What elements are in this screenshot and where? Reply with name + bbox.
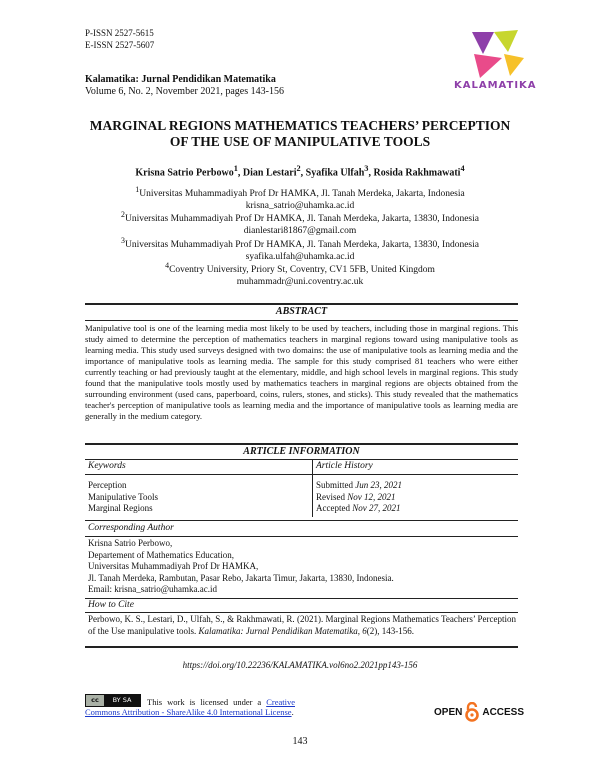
e-issn: E-ISSN 2527-5607	[85, 40, 155, 50]
logo-graphic-icon	[454, 28, 536, 80]
cc-by-sa-badge[interactable]	[85, 694, 141, 707]
citation-journal: Kalamatika: Jurnal Pendidikan Matematika	[198, 625, 358, 636]
how-to-cite-label: How to Cite	[88, 600, 134, 610]
corr-top-rule	[85, 520, 518, 521]
keywords-list	[88, 480, 158, 515]
author-name: Syafika Ulfah	[305, 167, 365, 179]
keyword-item: Marginal Regions	[88, 503, 153, 513]
abstract-heading: ABSTRACT	[275, 306, 328, 317]
corr-line: Departement of Mathematics Education,	[88, 549, 234, 560]
author-sup: 1	[233, 164, 238, 173]
history-revised: Revised Nov 12, 2021	[316, 491, 396, 502]
page-number: 143	[292, 736, 308, 747]
keyword-item: Perception	[88, 480, 127, 490]
history-accepted: Accepted Nov 27, 2021	[316, 503, 401, 513]
title-line-1: MARGINAL REGIONS MATHEMATICS TEACHERS’ PERCEPTION	[89, 118, 511, 133]
aff-email: krisna_satrio@uhamka.ac.id	[245, 201, 355, 212]
keyword-item: Manipulative Tools	[88, 491, 158, 502]
affiliation-4	[60, 260, 540, 288]
authors: Krisna Satrio Perbowo$^1$, Dian Lestari$^2$, Syafika Ulfah$^3$, Rosida Rakhmawati$^4$	[135, 164, 465, 179]
aff-institution: Coventry University, Priory St, Coventry, CV1 5FB, United Kingdom	[169, 265, 435, 276]
citation-volume: 6	[362, 625, 367, 636]
article-info-divider	[312, 459, 313, 517]
license-link[interactable]: Creative Commons Attribution - ShareAlike 4.0 International License	[85, 697, 295, 717]
cc-icon: cc	[86, 695, 104, 706]
corresponding-details	[88, 538, 394, 596]
license-text: This work is licensed under a Creative Commons Attribution - ShareAlike 4.0 International License.	[85, 697, 295, 717]
keywords-underline	[85, 474, 518, 475]
article-info-top-rule	[85, 443, 518, 445]
journal-logo	[454, 28, 536, 98]
aff-email: syafika.ulfah@uhamka.ac.id	[245, 252, 355, 263]
aff-institution: Universitas Muhammadiyah Prof Dr HAMKA, Jl. Tanah Merdeka, Jakarta, 13830, Indonesia	[124, 240, 479, 251]
aff-institution: Universitas Muhammadiyah Prof Dr HAMKA, Jl. Tanah Merdeka, Jakarta, Indonesia	[139, 189, 465, 200]
affiliation-1	[60, 184, 540, 212]
affiliation-3	[60, 235, 540, 263]
corresponding-label: Corresponding Author	[88, 523, 174, 533]
by-sa-icon: BY SA	[104, 695, 140, 706]
author-name: Krisna Satrio Perbowo	[135, 167, 234, 179]
doi-link[interactable]: https://doi.org/10.22236/KALAMATIKA.vol6no2.2021pp143-156	[182, 660, 418, 670]
open-access-right: ACCESS	[482, 706, 525, 718]
aff-sup: 3	[121, 236, 125, 245]
history-list	[316, 480, 402, 515]
citation-text: Perbowo, K. S., Lestari, D., Ulfah, S., & Rakhmawati, R. (2021). Marginal Regions Mathematics Teachers’ Perception of the Use manipulative tools. Kalamatika: Jurnal Pendidikan Matematika, 6(2), 143-156.	[88, 614, 516, 636]
author-name: Rosida Rakhmawati	[373, 167, 461, 179]
keywords-label: Keywords	[88, 461, 126, 471]
aff-sup: 2	[121, 210, 125, 219]
cite-top-rule	[85, 598, 518, 599]
aff-sup: 4	[165, 261, 170, 270]
abstract-heading-rule	[85, 320, 518, 321]
corr-line: Universitas Muhammadiyah Prof Dr HAMKA,	[88, 561, 259, 571]
cite-heading-rule	[85, 612, 518, 613]
history-label: Article History	[316, 461, 373, 471]
paper-title	[60, 118, 540, 150]
aff-institution: Universitas Muhammadiyah Prof Dr HAMKA, Jl. Tanah Merdeka, Jakarta, 13830, Indonesia	[124, 214, 479, 225]
corr-line: Jl. Tanah Merdeka, Rambutan, Pasar Rebo, Jakarta Timur, Jakarta, 13830, Indonesia.	[88, 572, 394, 583]
abstract-text: Manipulative tool is one of the learning media most likely to be used by teachers, including those in marginal regions. This study aimed to determine the perception of mathematics teachers in marginal regions toward using manipulative tools as learning media. This study used surveys designed with two domains: the use of manipulative tools as learning media and the importance of manipulative tools as learning media. The sample for this study comprised 81 teachers who were either currently teaching or had previously taught at the elementary, middle, and high school levels in marginal regions. This study found that the manipulative tools mostly used by mathematics teachers in marginal regions are objects obtained from the surrounding environment (used cans, paperboard, coins, rulers, stones, and sticks). This study revealed that the mathematics teacher's perception of manipulative tools as learning media and the importance of manipulative tools as learning media are generally in the medium category.	[85, 323, 518, 421]
open-access-left: OPEN	[434, 706, 463, 718]
open-lock-icon	[464, 702, 480, 722]
corr-email: Email: krisna_satrio@uhamka.ac.id	[88, 584, 218, 594]
aff-email: dianlestari81867@gmail.com	[243, 226, 357, 237]
author-name: Dian Lestari	[242, 167, 297, 179]
title-line-2: OF THE USE OF MANIPULATIVE TOOLS	[169, 134, 431, 149]
open-access-logo	[434, 702, 524, 722]
aff-sup: 1	[135, 185, 140, 194]
logo-text: KALAMATIKA	[454, 80, 537, 91]
journal-name: Kalamatika: Jurnal Pendidikan Matematika	[85, 74, 276, 85]
aff-email: muhammadr@uni.coventry.ac.uk	[236, 277, 364, 288]
author-sup: 4	[460, 164, 465, 173]
article-info-heading: ARTICLE INFORMATION	[243, 446, 360, 457]
corr-line: Krisna Satrio Perbowo,	[88, 538, 173, 548]
cite-bottom-rule	[85, 646, 518, 648]
author-sup: 3	[364, 164, 369, 173]
journal-volume: Volume 6, No. 2, November 2021, pages 143-156	[85, 86, 284, 97]
author-sup: 2	[296, 164, 301, 173]
abstract-top-rule	[85, 303, 518, 305]
article-info-rule	[85, 459, 518, 460]
corr-heading-rule	[85, 536, 518, 537]
affiliation-2	[60, 209, 540, 237]
history-submitted: Submitted Jun 23, 2021	[316, 480, 403, 490]
p-issn: P-ISSN 2527-5615	[85, 28, 154, 38]
